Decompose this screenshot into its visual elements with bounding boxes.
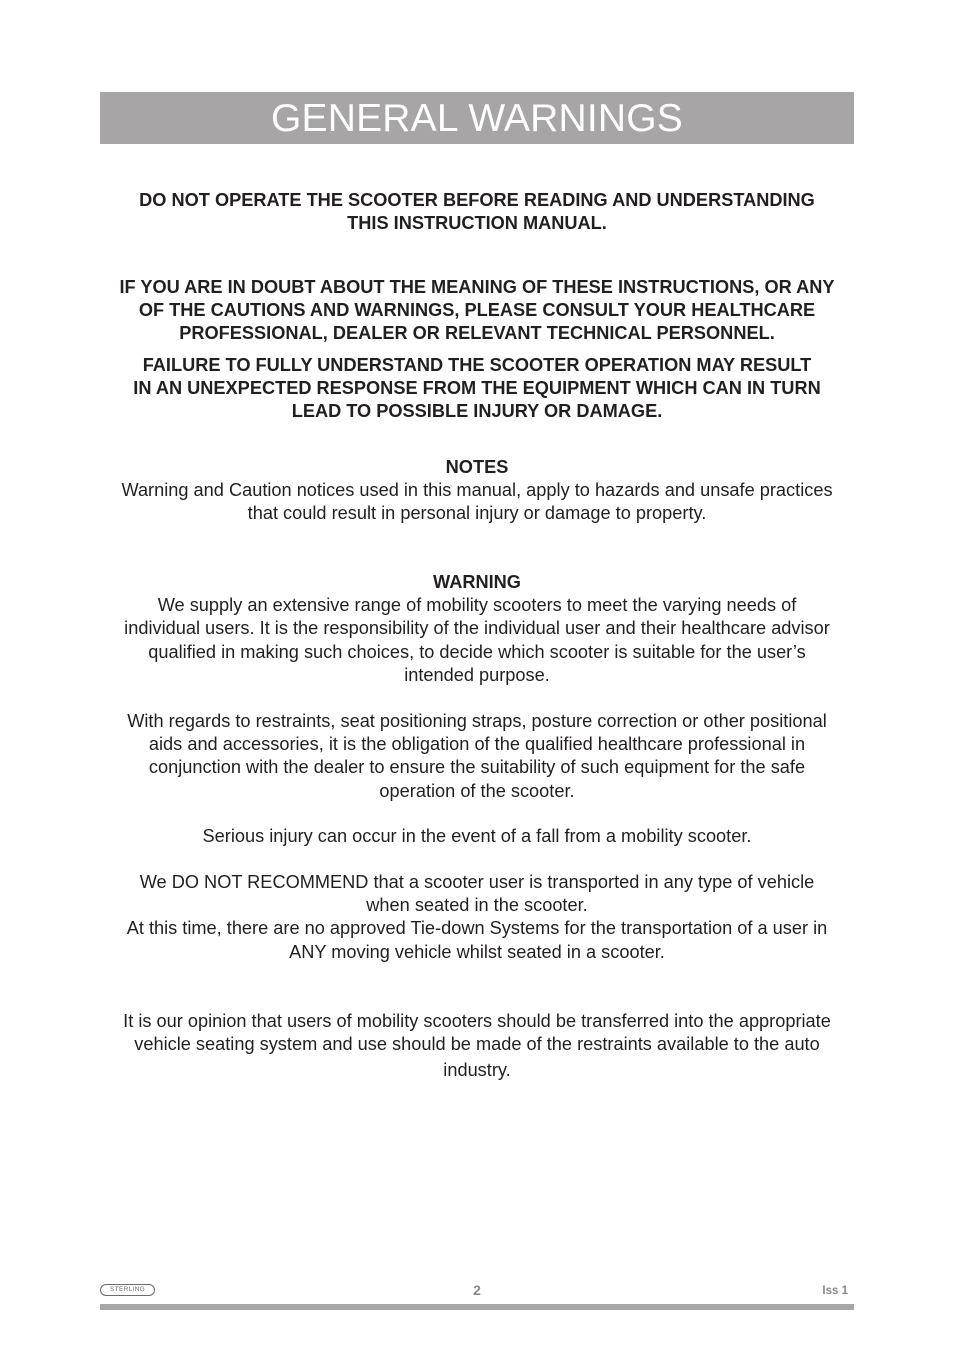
notes-line: that could result in personal injury or damage to property. [247, 503, 707, 524]
sterling-logo [100, 1284, 155, 1296]
doubt-line: IF YOU ARE IN DOUBT ABOUT THE MEANING OF THESE INSTRUCTIONS, OR ANY [119, 277, 835, 297]
warning-paragraph-5 [100, 1010, 854, 1083]
doubt-line: PROFESSIONAL, DEALER OR RELEVANT TECHNICAL PERSONNEL. [179, 323, 775, 344]
failure-warning [100, 354, 854, 424]
notes-section [100, 456, 854, 526]
failure-line: FAILURE TO FULLY UNDERSTAND THE SCOOTER OPERATION MAY RESULT [142, 355, 812, 375]
doubt-warning [100, 276, 854, 346]
warning-line: aids and accessories, it is the obligation of the qualified healthcare professional in [148, 734, 806, 755]
warning-paragraph-3 [100, 825, 854, 848]
notes-heading: NOTES [445, 457, 509, 477]
failure-line: LEAD TO POSSIBLE INJURY OR DAMAGE. [291, 401, 663, 422]
warning-line: Serious injury can occur in the event of a fall from a mobility scooter. [202, 826, 752, 846]
warning-line: operation of the scooter. [379, 780, 575, 801]
issue-label: Iss 1 [822, 1285, 848, 1297]
doubt-line: OF THE CAUTIONS AND WARNINGS, PLEASE CONSULT YOUR HEALTHCARE [138, 300, 816, 321]
warning-line: ANY moving vehicle whilst seated in a scooter. [289, 941, 665, 962]
warning-line: We DO NOT RECOMMEND that a scooter user is transported in any type of vehicle [139, 872, 815, 892]
footer-divider [100, 1304, 854, 1310]
page-number: 2 [473, 1282, 481, 1298]
intro-line: DO NOT OPERATE THE SCOOTER BEFORE READING AND UNDERSTANDING [139, 190, 815, 210]
warning-line: when seated in the scooter. [366, 895, 588, 916]
title-banner [100, 92, 854, 144]
logo-text: STERLING [110, 1285, 145, 1293]
warning-line: individual users. It is the responsibility of the individual user and their healthcare advisor [124, 618, 830, 639]
warning-line: industry. [443, 1060, 511, 1081]
failure-line: IN AN UNEXPECTED RESPONSE FROM THE EQUIPMENT WHICH CAN IN TURN [133, 378, 821, 399]
warning-line: It is our opinion that users of mobility scooters should be transferred into the appropriate [123, 1011, 831, 1031]
intro-line: THIS INSTRUCTION MANUAL. [347, 213, 607, 234]
warning-paragraph-1 [100, 594, 854, 687]
warning-line: qualified in making such choices, to decide which scooter is suitable for the user’s [148, 641, 806, 662]
warning-paragraph-4 [100, 871, 854, 964]
notes-line: Warning and Caution notices used in this manual, apply to hazards and unsafe practices [121, 480, 833, 501]
warning-line: vehicle seating system and use should be made of the restraints available to the auto [134, 1034, 820, 1055]
warning-line: With regards to restraints, seat positioning straps, posture correction or other positional [127, 711, 827, 731]
warning-line: conjunction with the dealer to ensure the suitability of such equipment for the safe [148, 757, 806, 778]
warning-line: intended purpose. [404, 664, 550, 685]
warning-paragraph-2 [100, 710, 854, 803]
warning-line: We supply an extensive range of mobility scooters to meet the varying needs of [157, 595, 797, 616]
intro-warning [100, 189, 854, 235]
warning-heading: WARNING [433, 572, 521, 592]
page-title: GENERAL WARNINGS [270, 96, 684, 140]
warning-line: At this time, there are no approved Tie-down Systems for the transportation of a user in [126, 918, 828, 939]
warning-section [100, 571, 854, 687]
